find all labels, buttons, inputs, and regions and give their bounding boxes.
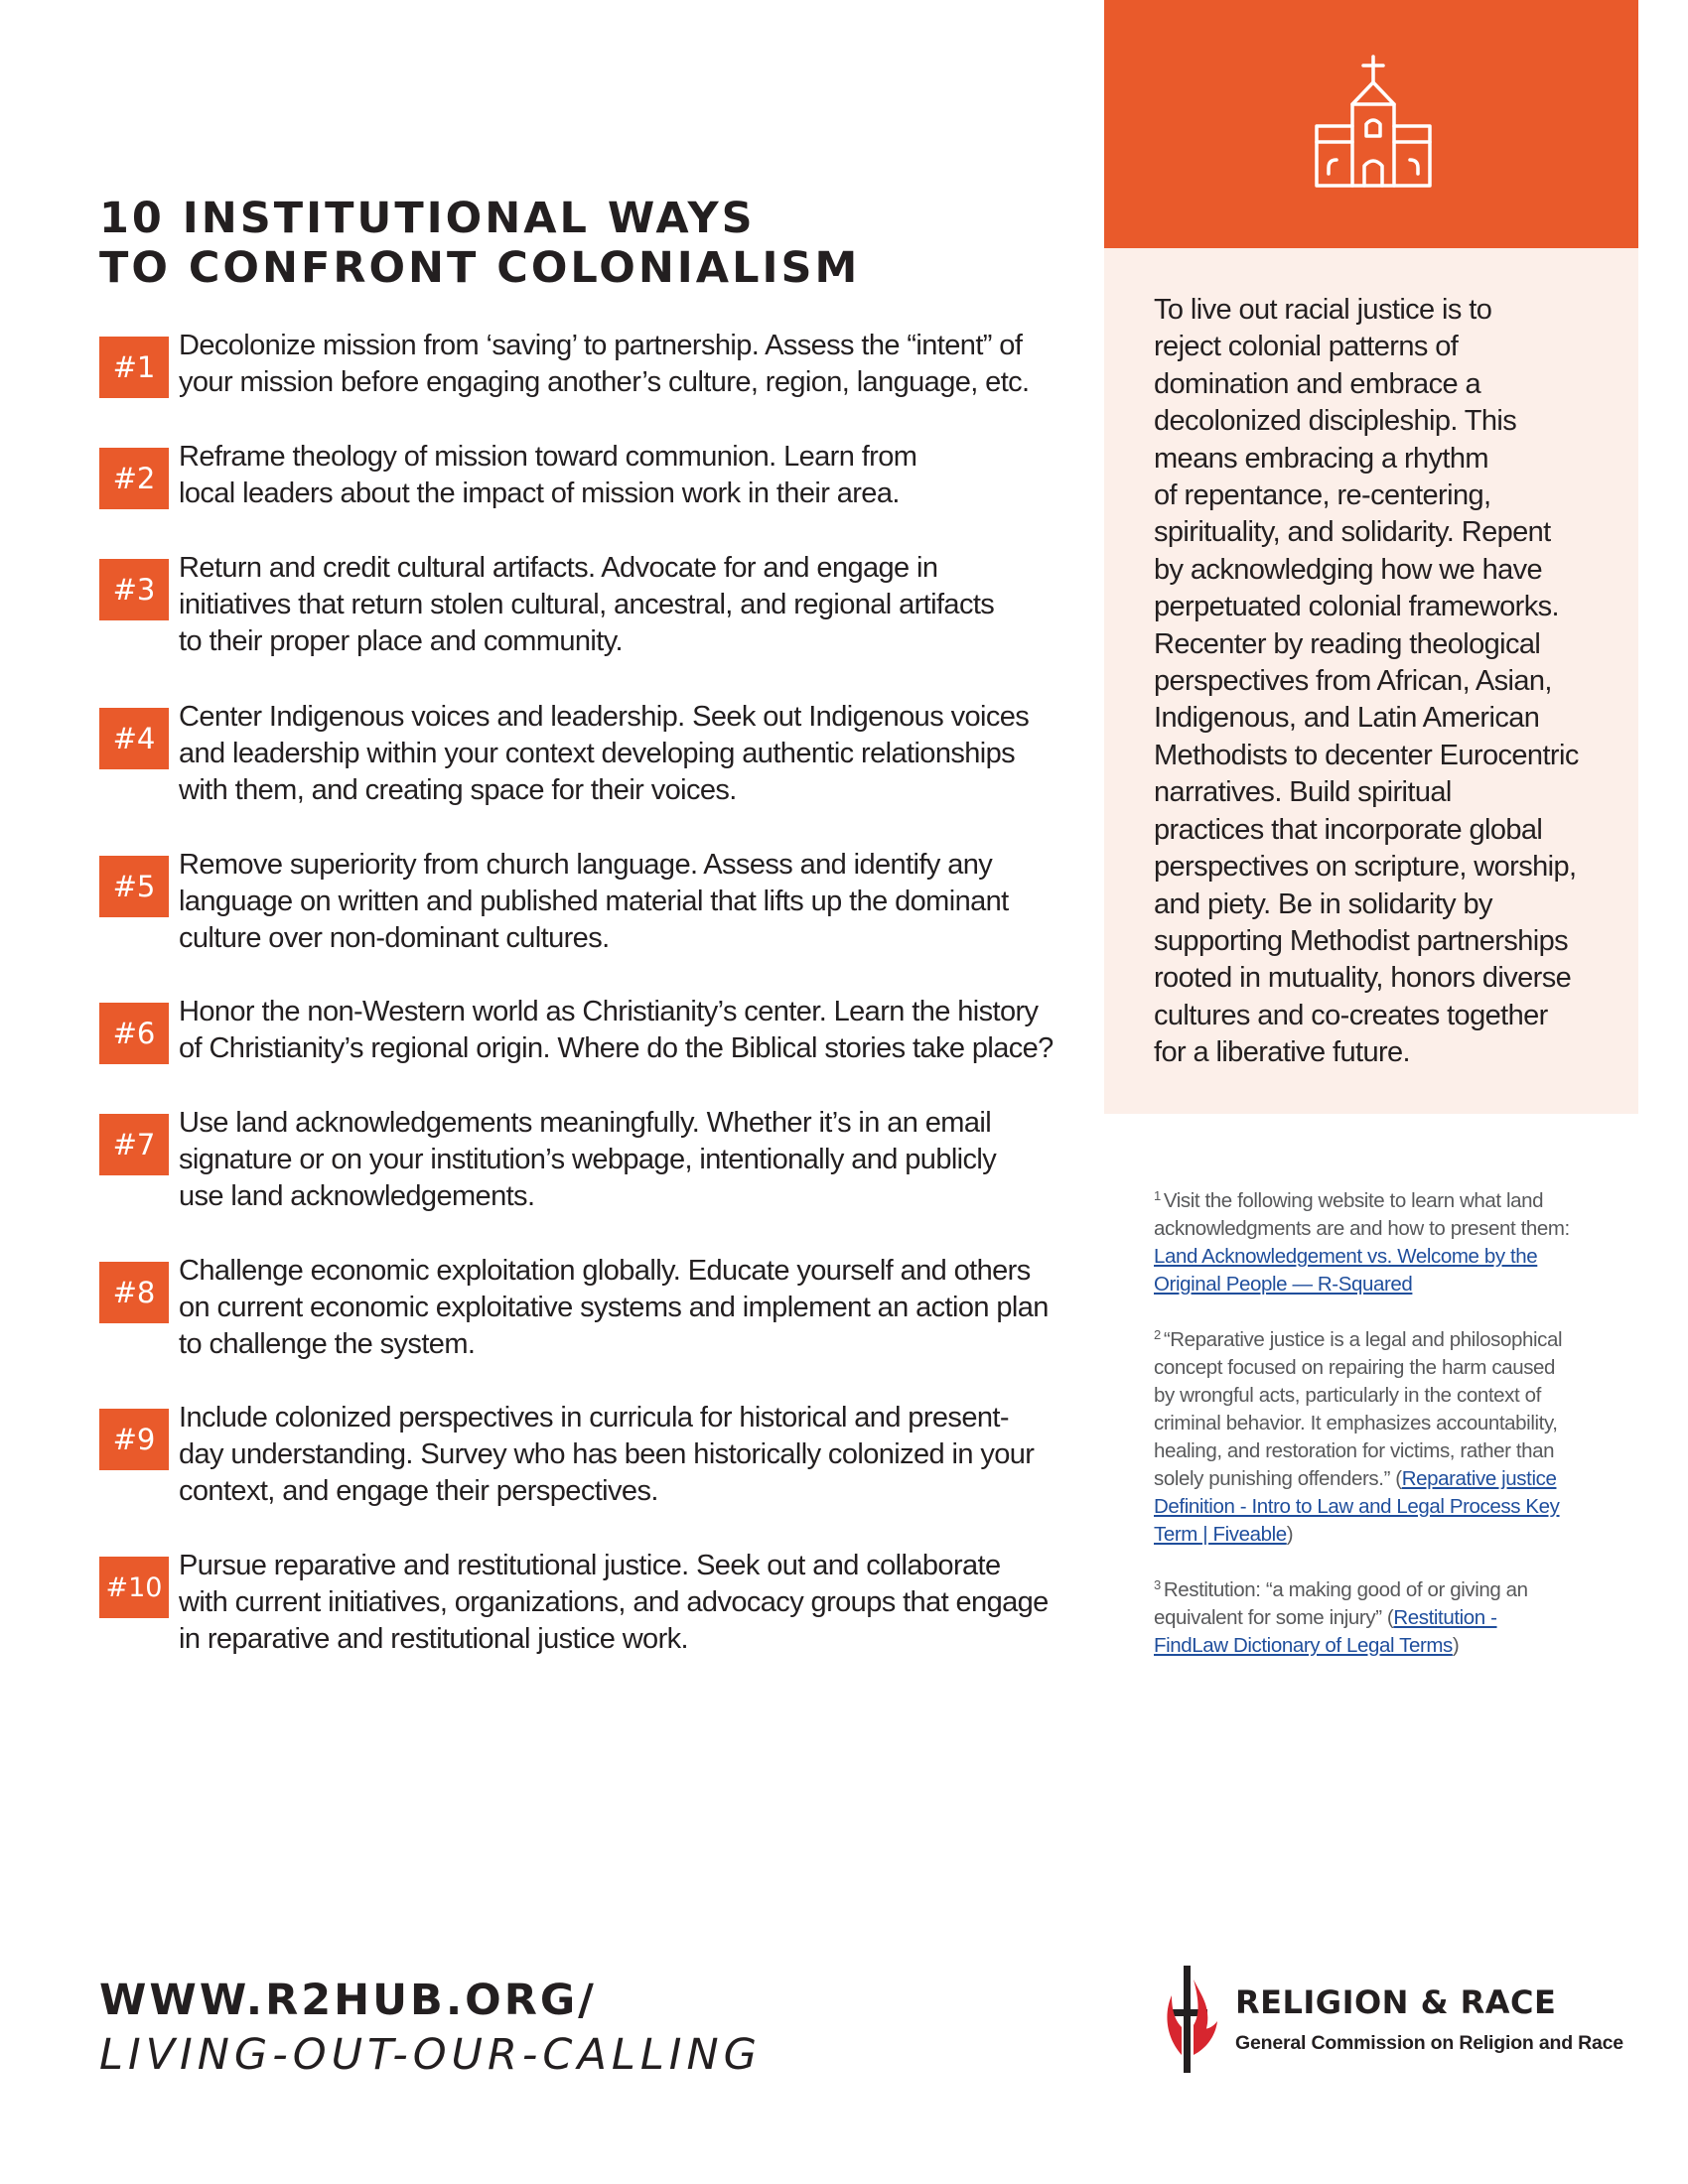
list-item: [99, 550, 1053, 669]
organization-logo: [1160, 1966, 1656, 2075]
organization-subtitle: General Commission on Religion and Race: [1235, 2032, 1623, 2054]
callout-line: means embracing a rhythm: [1154, 442, 1488, 475]
item-line: Center Indigenous voices and leadership. Seek out Indigenous voices: [179, 701, 1030, 733]
cross-and-flame-icon: [1160, 1966, 1229, 2075]
item-number: #8: [99, 1262, 169, 1323]
item-text: [179, 994, 1132, 1067]
item-number: #1: [99, 337, 169, 398]
footnote-text: ): [1286, 1523, 1294, 1546]
land-acknowledgement-link[interactable]: Land Acknowledgement vs. Welcome by the: [1154, 1245, 1538, 1268]
item-line: your mission before engaging another’s culture, region, language, etc.: [179, 366, 1030, 398]
item-text: [179, 1400, 1132, 1510]
website-url[interactable]: [99, 1976, 894, 2085]
item-text: [179, 847, 1132, 957]
list-item: [99, 994, 1053, 1113]
item-line: Return and credit cultural artifacts. Advocate for and engage in: [179, 552, 938, 584]
footnote-text: equivalent for some injury” (: [1154, 1606, 1394, 1629]
item-line: context, and engage their perspectives.: [179, 1475, 658, 1507]
item-line: and leadership within your context developing authentic relationships: [179, 738, 1016, 769]
callout-line: Methodists to decenter Eurocentric: [1154, 739, 1579, 771]
url-line-1: WWW.R2HUB.ORG/: [99, 1976, 597, 2025]
item-text: [179, 439, 1132, 512]
restitution-link[interactable]: Restitution -: [1393, 1606, 1497, 1629]
item-text: [179, 1548, 1132, 1658]
item-line: Honor the non-Western world as Christianity’s center. Learn the history: [179, 996, 1039, 1027]
footnote-text: “Reparative justice is a legal and philosophical: [1163, 1328, 1563, 1351]
item-line: to challenge the system.: [179, 1328, 476, 1360]
item-line: initiatives that return stolen cultural, ancestral, and regional artifacts: [179, 589, 995, 620]
footnote-1: [1154, 1187, 1620, 1298]
list-item: [99, 439, 1053, 558]
url-line-2: LIVING-OUT-OUR-CALLING: [99, 2030, 762, 2080]
land-acknowledgement-link[interactable]: Original People — R-Squared: [1154, 1273, 1413, 1296]
list-item: [99, 1548, 1053, 1667]
restitution-link[interactable]: FindLaw Dictionary of Legal Terms: [1154, 1634, 1453, 1657]
item-number: #7: [99, 1114, 169, 1175]
callout-line: Indigenous, and Latin American: [1154, 702, 1540, 735]
item-line: with current initiatives, organizations, and advocacy groups that engage: [179, 1586, 1049, 1618]
sidebar-header: [1104, 0, 1638, 248]
footnote-text: solely punishing offenders.” (: [1154, 1467, 1402, 1490]
callout-line: domination and embrace a: [1154, 367, 1480, 400]
item-line: use land acknowledgements.: [179, 1180, 535, 1212]
page-title: [99, 194, 993, 293]
title-line-2: TO CONFRONT COLONIALISM: [99, 243, 861, 293]
list-item: [99, 1253, 1053, 1372]
footnote-text: ): [1452, 1634, 1460, 1657]
organization-name: RELIGION & RACE: [1235, 1983, 1557, 2021]
callout-line: spirituality, and solidarity. Repent: [1154, 516, 1551, 549]
callout-line: cultures and co-creates together: [1154, 999, 1548, 1031]
item-line: Pursue reparative and restitutional justice. Seek out and collaborate: [179, 1550, 1001, 1581]
list-item: [99, 1400, 1053, 1519]
footnote-marker: 1: [1154, 1188, 1161, 1203]
reparative-justice-link[interactable]: Reparative justice: [1401, 1467, 1557, 1490]
item-number: #10: [99, 1557, 169, 1618]
item-line: Use land acknowledgements meaningfully. Whether it’s in an email: [179, 1107, 992, 1139]
footnote-3: [1154, 1576, 1620, 1660]
list-item: [99, 1105, 1053, 1224]
callout-line: practices that incorporate global: [1154, 813, 1543, 846]
item-line: local leaders about the impact of mission work in their area.: [179, 478, 900, 509]
footnote-text: Visit the following website to learn what land: [1163, 1189, 1544, 1212]
item-number: #6: [99, 1003, 169, 1064]
item-line: with them, and creating space for their voices.: [179, 774, 737, 806]
footnote-text: Restitution: “a making good of or giving an: [1163, 1578, 1528, 1601]
item-line: day understanding. Survey who has been historically colonized in your: [179, 1438, 1035, 1470]
footnote-text: healing, and restoration for victims, rather than: [1154, 1439, 1555, 1462]
item-line: on current economic exploitative systems and implement an action plan: [179, 1292, 1049, 1323]
callout-line: perspectives on scripture, worship,: [1154, 851, 1577, 884]
item-number: #3: [99, 559, 169, 620]
footnote-marker: 3: [1154, 1577, 1161, 1592]
callout-line: supporting Methodist partnerships: [1154, 924, 1569, 957]
item-text: [179, 1253, 1132, 1363]
reparative-justice-link[interactable]: Definition - Intro to Law and Legal Process Key: [1154, 1495, 1560, 1518]
item-number: #5: [99, 856, 169, 917]
callout-text: [1154, 292, 1620, 1072]
item-line: language on written and published material that lifts up the dominant: [179, 886, 1009, 917]
footnote-text: concept focused on repairing the harm caused: [1154, 1356, 1556, 1379]
title-line-1: 10 INSTITUTIONAL WAYS: [99, 194, 756, 243]
callout-line: perpetuated colonial frameworks.: [1154, 591, 1559, 623]
item-line: Include colonized perspectives in curricula for historical and present-: [179, 1402, 1009, 1433]
callout-line: Recenter by reading theological: [1154, 627, 1541, 660]
item-number: #9: [99, 1409, 169, 1470]
callout-line: To live out racial justice is to: [1154, 294, 1492, 326]
list-item: [99, 328, 1053, 447]
footnote-text: by wrongful acts, particularly in the context of: [1154, 1384, 1541, 1407]
callout-line: by acknowledging how we have: [1154, 553, 1543, 586]
callout-line: reject colonial patterns of: [1154, 331, 1459, 363]
item-number: #2: [99, 448, 169, 509]
item-line: in reparative and restitutional justice work.: [179, 1623, 688, 1655]
item-line: signature or on your institution’s webpage, intentionally and publicly: [179, 1144, 997, 1175]
callout-line: for a liberative future.: [1154, 1036, 1411, 1069]
footnote-text: acknowledgments are and how to present them:: [1154, 1217, 1570, 1240]
item-line: Decolonize mission from ‘saving’ to partnership. Assess the “intent” of: [179, 330, 1023, 361]
footnote-marker: 2: [1154, 1327, 1161, 1342]
footnote-text: criminal behavior. It emphasizes accountability,: [1154, 1412, 1558, 1434]
footnote-2: [1154, 1326, 1620, 1549]
item-text: [179, 1105, 1132, 1215]
list-item: [99, 699, 1053, 818]
callout-line: of repentance, re-centering,: [1154, 479, 1491, 512]
item-number: #4: [99, 708, 169, 769]
callout-line: rooted in mutuality, honors diverse: [1154, 962, 1572, 995]
list-item: [99, 847, 1053, 966]
item-line: of Christianity’s regional origin. Where do the Biblical stories take place?: [179, 1032, 1054, 1064]
item-text: [179, 328, 1132, 401]
item-line: Remove superiority from church language. Assess and identify any: [179, 849, 993, 881]
reparative-justice-link[interactable]: Term | Fiveable: [1154, 1523, 1287, 1546]
callout-line: decolonized discipleship. This: [1154, 405, 1517, 438]
callout-line: perspectives from African, Asian,: [1154, 665, 1552, 698]
callout-line: and piety. Be in solidarity by: [1154, 887, 1492, 920]
callout-line: narratives. Build spiritual: [1154, 776, 1452, 809]
item-line: culture over non-dominant cultures.: [179, 922, 610, 954]
item-text: [179, 550, 1132, 660]
item-text: [179, 699, 1132, 809]
church-icon: [1315, 55, 1432, 192]
item-line: Reframe theology of mission toward communion. Learn from: [179, 441, 917, 473]
item-line: to their proper place and community.: [179, 625, 623, 657]
sidebar-callout: [1104, 248, 1638, 1114]
item-line: Challenge economic exploitation globally. Educate yourself and others: [179, 1255, 1031, 1287]
